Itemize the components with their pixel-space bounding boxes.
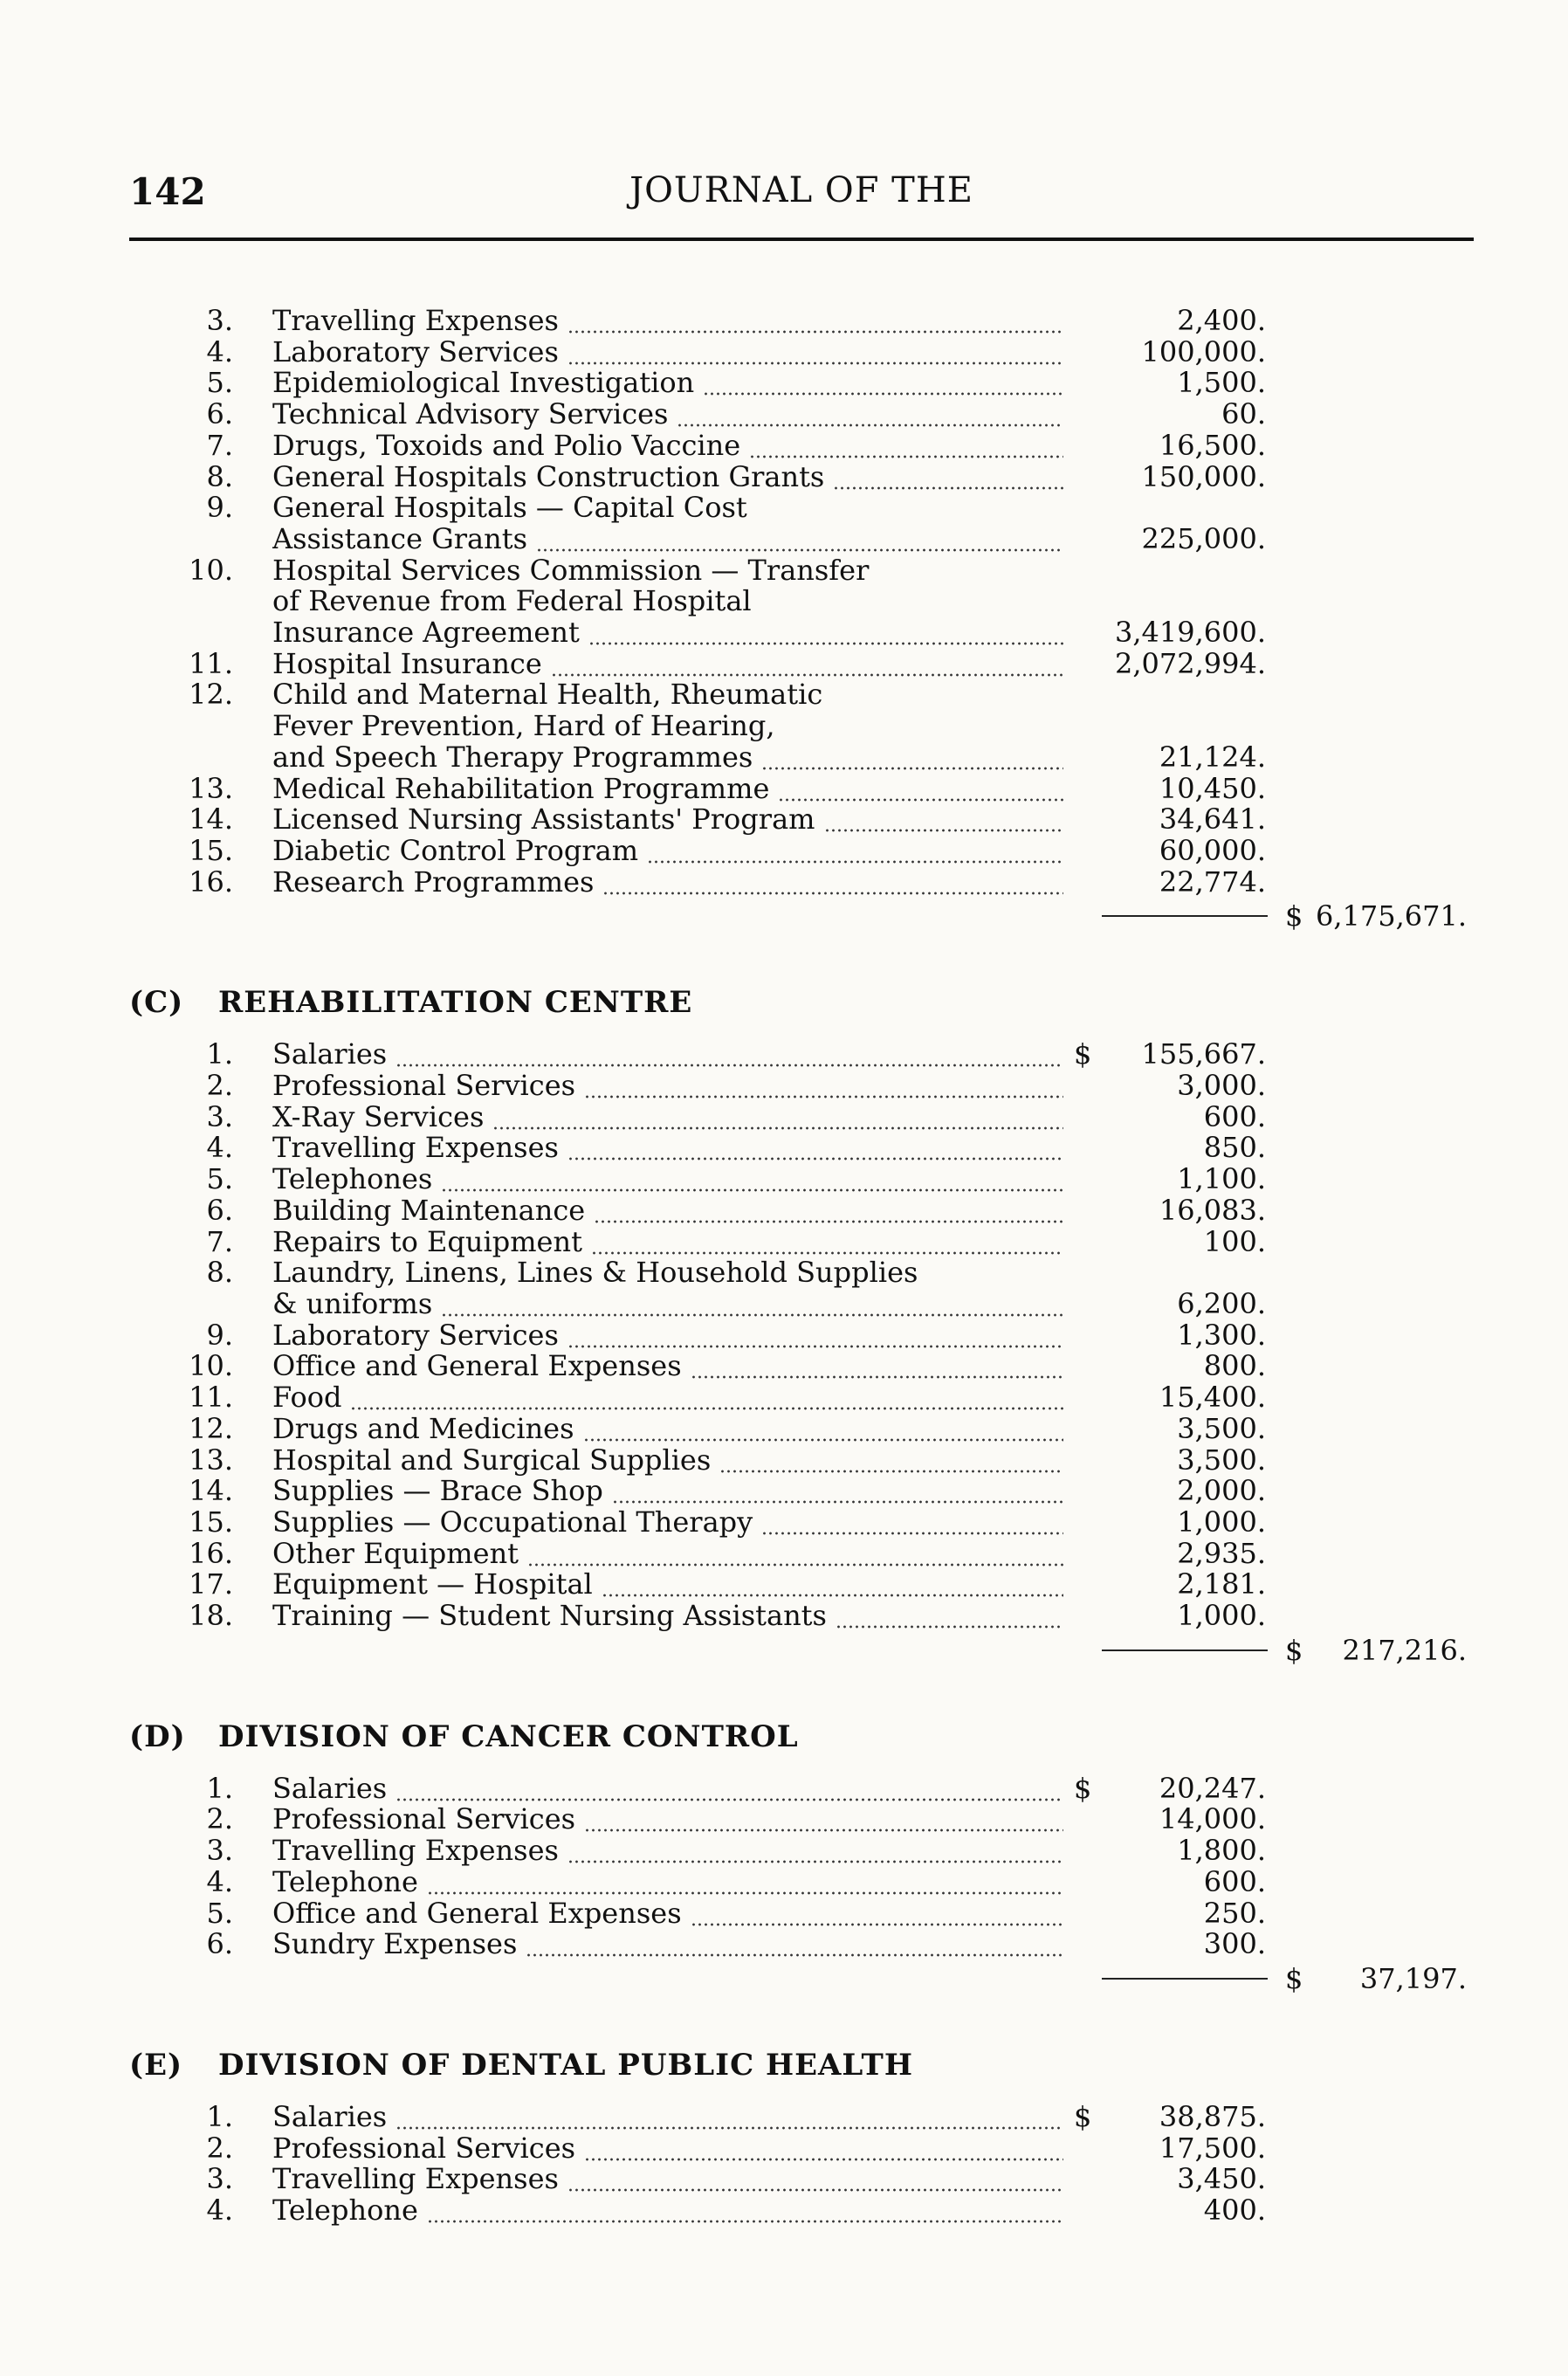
budget-section	[0, 1711, 1568, 1997]
total-rule	[1102, 1649, 1268, 1651]
description-line: & uniforms	[272, 1288, 433, 1320]
item-description	[272, 368, 1063, 399]
item-amount: 14,000.	[1159, 1802, 1266, 1836]
item-amount: 2,935.	[1177, 1536, 1266, 1570]
description-line: Office and General Expenses	[272, 1351, 682, 1383]
section-letter: (E)	[129, 2047, 183, 2083]
item-amount: 16,083.	[1159, 1193, 1266, 1227]
description-line: Hospital Services Commission — Transfer	[272, 554, 870, 587]
section-title: DIVISION OF DENTAL PUBLIC HEALTH	[218, 2047, 913, 2083]
description-line: Laboratory Services	[272, 336, 559, 368]
description-line: Building Maintenance	[272, 1195, 586, 1227]
dot-leader	[551, 649, 1063, 680]
item-amount: 3,500.	[1177, 1411, 1266, 1445]
item-number: 8.	[206, 459, 233, 493]
item-description	[272, 836, 1063, 867]
section-heading	[0, 1711, 1568, 1773]
dot-leader	[441, 1289, 1063, 1320]
item-amount: 21,124.	[1159, 740, 1266, 774]
description-line: Salaries	[272, 1773, 388, 1805]
dot-leader	[703, 368, 1063, 399]
total-amount: 217,216.	[1342, 1633, 1467, 1667]
line-item	[0, 771, 1568, 805]
total-dollar-sign: $	[1285, 1633, 1303, 1667]
item-description	[272, 1382, 1063, 1414]
item-amount: 1,000.	[1177, 1505, 1266, 1539]
total-rule	[1102, 1978, 1268, 1980]
item-amount: 60,000.	[1159, 833, 1266, 867]
line-item	[0, 1411, 1568, 1445]
line-item	[0, 1536, 1568, 1570]
line-item	[0, 1445, 1568, 1477]
item-description	[272, 2195, 1063, 2227]
description-line: Travelling Expenses	[272, 306, 559, 337]
dot-leader	[584, 2133, 1063, 2165]
item-amount: 17,500.	[1159, 2131, 1266, 2165]
item-amount: 100.	[1203, 1224, 1266, 1258]
total-amount: 37,197.	[1359, 1961, 1467, 1995]
line-item	[0, 1195, 1568, 1227]
description-line: of Revenue from Federal Hospital	[272, 586, 752, 618]
dot-leader	[395, 1773, 1063, 1805]
item-number: 5.	[206, 1162, 233, 1196]
item-description	[272, 1257, 1063, 1319]
description-line: Salaries	[272, 2101, 388, 2133]
line-item	[0, 399, 1568, 430]
item-description	[272, 2133, 1063, 2165]
item-amount: 3,419,600.	[1114, 616, 1266, 650]
item-number: 6.	[206, 1193, 233, 1227]
description-line: Training — Student Nursing Assistants	[272, 1601, 827, 1632]
dot-leader	[567, 306, 1063, 337]
item-number: 11.	[189, 646, 233, 680]
dot-leader	[350, 1382, 1063, 1414]
section-gap	[0, 934, 1568, 976]
item-description	[272, 555, 1063, 649]
section-letter: (D)	[129, 1718, 186, 1754]
item-number: 9.	[206, 491, 233, 525]
item-amount: 34,641.	[1159, 802, 1266, 837]
dot-leader	[427, 1867, 1063, 1898]
running-title: JOURNAL OF THE	[629, 170, 973, 210]
description-line: Laundry, Linens, Lines & Household Supplies	[272, 1257, 918, 1289]
description-line: and Speech Therapy Programmes	[272, 741, 753, 774]
description-line: Professional Services	[272, 1804, 576, 1836]
dot-leader	[492, 1102, 1063, 1133]
budget-section	[0, 2039, 1568, 2227]
description-line: Assistance Grants	[272, 523, 528, 555]
item-amount: 6,200.	[1177, 1286, 1266, 1320]
description-line: Supplies — Brace Shop	[272, 1476, 603, 1507]
item-description	[272, 1835, 1063, 1867]
item-number: 10.	[189, 553, 233, 587]
item-number: 12.	[189, 1411, 233, 1445]
line-item	[0, 306, 1568, 337]
description-line: Drugs and Medicines	[272, 1413, 574, 1445]
item-amount: 600.	[1203, 1864, 1266, 1898]
item-description	[272, 462, 1063, 493]
item-number: 1.	[206, 2099, 233, 2133]
item-description	[272, 1601, 1063, 1632]
item-number: 8.	[206, 1256, 233, 1290]
total-rule	[1102, 915, 1268, 917]
line-item	[0, 2133, 1568, 2165]
dot-leader	[567, 1133, 1063, 1164]
item-number: 17.	[189, 1567, 233, 1601]
item-number: 11.	[189, 1381, 233, 1415]
item-description	[272, 1539, 1063, 1570]
description-line: X-Ray Services	[272, 1101, 485, 1133]
section-gap	[0, 1997, 1568, 2039]
item-number: 4.	[206, 2193, 233, 2228]
total-amount: 6,175,671.	[1315, 899, 1467, 933]
dot-leader	[719, 1445, 1063, 1477]
item-number: 13.	[189, 1443, 233, 1477]
line-item	[0, 646, 1568, 680]
description-line: Child and Maternal Health, Rheumatic	[272, 679, 823, 712]
item-description	[272, 2102, 1063, 2133]
item-amount: 100,000.	[1141, 334, 1266, 368]
section-title: DIVISION OF CANCER CONTROL	[218, 1718, 799, 1754]
dot-leader	[602, 867, 1063, 899]
item-number: 15.	[189, 833, 233, 867]
line-item	[0, 804, 1568, 836]
item-description	[272, 1414, 1063, 1445]
item-number: 3.	[206, 1099, 233, 1133]
dot-leader	[583, 1414, 1063, 1445]
section-total	[0, 898, 1568, 934]
description-line: Supplies — Occupational Therapy	[272, 1506, 753, 1539]
line-item	[0, 1773, 1568, 1805]
item-number: 3.	[206, 2162, 233, 2196]
item-description	[272, 1351, 1063, 1382]
item-amount: 400.	[1203, 2193, 1266, 2228]
item-number: 7.	[206, 428, 233, 462]
description-line: Professional Services	[272, 1071, 576, 1102]
line-item	[0, 334, 1568, 368]
item-amount: 250.	[1203, 1896, 1266, 1930]
item-amount: 16,500.	[1159, 428, 1266, 462]
line-item	[0, 1864, 1568, 1898]
item-number: 14.	[189, 1474, 233, 1508]
line-item	[0, 1382, 1568, 1414]
dot-leader	[567, 1835, 1063, 1867]
description-line: Telephone	[272, 2195, 418, 2227]
item-amount: 2,400.	[1177, 304, 1266, 337]
description-line: Sundry Expenses	[272, 1929, 518, 1960]
dot-leader	[395, 1039, 1063, 1071]
description-line: General Hospitals — Capital Cost	[272, 492, 747, 524]
item-amount: 225,000.	[1141, 521, 1266, 555]
item-amount: 1,500.	[1177, 366, 1266, 400]
line-item	[0, 1898, 1568, 1930]
dot-leader	[602, 1569, 1063, 1601]
dot-leader	[761, 1507, 1063, 1539]
item-description	[272, 1867, 1063, 1898]
item-number: 4.	[206, 1864, 233, 1898]
section-total	[0, 1960, 1568, 1997]
description-line: Travelling Expenses	[272, 1835, 559, 1867]
description-line: Fever Prevention, Hard of Hearing,	[272, 711, 775, 742]
item-amount: 22,774.	[1159, 864, 1266, 899]
item-amount: 600.	[1203, 1099, 1266, 1133]
section-heading	[0, 976, 1568, 1039]
item-description	[272, 1929, 1063, 1960]
dot-leader	[591, 1227, 1063, 1258]
item-number: 16.	[189, 1536, 233, 1570]
item-description	[272, 1804, 1063, 1835]
item-description	[272, 804, 1063, 836]
item-description	[272, 1071, 1063, 1102]
line-item	[0, 1569, 1568, 1601]
line-item	[0, 368, 1568, 399]
line-item	[0, 1039, 1568, 1071]
description-line: Travelling Expenses	[272, 1133, 559, 1165]
dot-leader	[441, 1164, 1063, 1195]
budget-listing	[0, 306, 1568, 2227]
dot-leader	[567, 2164, 1063, 2195]
dot-leader	[824, 804, 1064, 836]
budget-section	[0, 976, 1568, 1668]
line-item	[0, 1929, 1568, 1960]
line-item	[0, 1351, 1568, 1382]
item-number: 2.	[206, 2131, 233, 2165]
item-description	[272, 430, 1063, 462]
item-amount: 150,000.	[1141, 459, 1266, 493]
line-item	[0, 1257, 1568, 1319]
line-item	[0, 1507, 1568, 1539]
item-description	[272, 774, 1063, 805]
item-number: 1.	[206, 1771, 233, 1805]
description-line: Professional Services	[272, 2132, 576, 2165]
description-line: Research Programmes	[272, 866, 595, 899]
page-number: 142	[129, 170, 206, 213]
item-description	[272, 337, 1063, 368]
item-description	[272, 1898, 1063, 1930]
dot-leader	[588, 617, 1063, 649]
description-line: Food	[272, 1382, 342, 1414]
dollar-sign: $	[1074, 1771, 1092, 1805]
line-item	[0, 679, 1568, 773]
dot-leader	[778, 774, 1063, 805]
header-rule	[129, 238, 1474, 241]
line-item	[0, 1476, 1568, 1507]
item-description	[272, 1569, 1063, 1601]
item-amount: 155,667.	[1141, 1037, 1266, 1071]
item-amount: 1,100.	[1177, 1162, 1266, 1196]
section-total	[0, 1632, 1568, 1669]
description-line: General Hospitals Construction Grants	[272, 461, 825, 493]
line-item	[0, 2164, 1568, 2195]
item-number: 13.	[189, 771, 233, 805]
item-amount: 1,000.	[1177, 1599, 1266, 1633]
item-description	[272, 1773, 1063, 1805]
line-item	[0, 1071, 1568, 1102]
item-amount: 15,400.	[1159, 1381, 1266, 1415]
item-amount: 3,500.	[1177, 1443, 1266, 1477]
line-item	[0, 430, 1568, 462]
line-item	[0, 1320, 1568, 1352]
line-item	[0, 1099, 1568, 1133]
dot-leader	[584, 1071, 1063, 1102]
item-amount: 20,247.	[1159, 1771, 1266, 1805]
item-number: 12.	[189, 678, 233, 712]
dollar-sign: $	[1074, 2099, 1092, 2133]
item-amount: 2,181.	[1177, 1567, 1266, 1601]
line-item	[0, 1601, 1568, 1632]
dot-leader	[691, 1351, 1063, 1382]
item-description	[272, 306, 1063, 337]
dot-leader	[427, 2195, 1063, 2227]
line-item	[0, 1133, 1568, 1164]
item-number: 6.	[206, 397, 233, 431]
dot-leader	[612, 1476, 1063, 1507]
item-number: 5.	[206, 366, 233, 400]
line-item	[0, 2195, 1568, 2227]
description-line: Hospital and Surgical Supplies	[272, 1444, 712, 1477]
line-item	[0, 864, 1568, 899]
section-gap	[0, 1669, 1568, 1711]
total-dollar-sign: $	[1285, 899, 1303, 933]
dot-leader	[677, 399, 1063, 430]
item-amount: 2,072,994.	[1114, 646, 1266, 680]
item-description	[272, 399, 1063, 430]
item-description	[272, 492, 1063, 554]
item-number: 3.	[206, 1834, 233, 1868]
total-dollar-sign: $	[1285, 1961, 1303, 1995]
item-amount: 60.	[1221, 397, 1266, 431]
description-line: Telephones	[272, 1164, 433, 1195]
item-description	[272, 1320, 1063, 1352]
description-line: Drugs, Toxoids and Polio Vaccine	[272, 430, 741, 462]
description-line: Technical Advisory Services	[272, 399, 669, 430]
dot-leader	[833, 462, 1063, 493]
dot-leader	[749, 430, 1063, 462]
item-number: 1.	[206, 1037, 233, 1071]
description-line: Travelling Expenses	[272, 2164, 559, 2196]
dot-leader	[526, 1929, 1063, 1960]
item-description	[272, 1227, 1063, 1258]
item-amount: 300.	[1203, 1927, 1266, 1961]
item-description	[272, 1445, 1063, 1477]
dot-leader	[567, 1320, 1063, 1352]
item-description	[272, 679, 1063, 773]
item-amount: 850.	[1203, 1131, 1266, 1165]
budget-section	[0, 306, 1568, 934]
line-item	[0, 1224, 1568, 1258]
line-item	[0, 833, 1568, 867]
line-item	[0, 1835, 1568, 1867]
description-line: Salaries	[272, 1039, 388, 1071]
dot-leader	[536, 524, 1063, 555]
item-number: 6.	[206, 1927, 233, 1961]
dot-leader	[584, 1804, 1063, 1835]
item-description	[272, 1476, 1063, 1507]
dot-leader	[761, 742, 1063, 774]
item-amount: 38,875.	[1159, 2099, 1266, 2133]
line-item	[0, 459, 1568, 493]
line-item	[0, 1164, 1568, 1195]
item-number: 14.	[189, 802, 233, 837]
description-line: Laboratory Services	[272, 1319, 559, 1352]
item-number: 18.	[189, 1599, 233, 1633]
item-description	[272, 1039, 1063, 1071]
item-number: 10.	[189, 1349, 233, 1383]
item-number: 4.	[206, 1131, 233, 1165]
item-description	[272, 867, 1063, 899]
description-line: Equipment — Hospital	[272, 1569, 593, 1601]
dot-leader	[647, 836, 1063, 867]
item-amount: 3,000.	[1177, 1069, 1266, 1103]
description-line: Medical Rehabilitation Programme	[272, 773, 770, 805]
line-item	[0, 555, 1568, 649]
section-title: REHABILITATION CENTRE	[218, 985, 693, 1021]
section-letter: (C)	[129, 985, 184, 1021]
description-line: Diabetic Control Program	[272, 835, 639, 867]
item-amount: 10,450.	[1159, 771, 1266, 805]
line-item	[0, 492, 1568, 554]
description-line: Office and General Expenses	[272, 1897, 682, 1930]
item-number: 3.	[206, 304, 233, 337]
dollar-sign: $	[1074, 1037, 1092, 1071]
description-line: Telephone	[272, 1866, 418, 1898]
dot-leader	[567, 337, 1063, 368]
line-item	[0, 1804, 1568, 1835]
dot-leader	[691, 1898, 1063, 1930]
item-amount: 800.	[1203, 1349, 1266, 1383]
item-number: 2.	[206, 1802, 233, 1836]
item-number: 15.	[189, 1505, 233, 1539]
dot-leader	[594, 1195, 1063, 1227]
section-heading	[0, 2039, 1568, 2102]
item-description	[272, 1507, 1063, 1539]
item-description	[272, 1195, 1063, 1227]
item-description	[272, 1164, 1063, 1195]
item-description	[272, 1102, 1063, 1133]
item-amount: 2,000.	[1177, 1474, 1266, 1508]
item-number: 2.	[206, 1069, 233, 1103]
description-line: Other Equipment	[272, 1538, 519, 1570]
line-item	[0, 2099, 1568, 2133]
item-number: 7.	[206, 1224, 233, 1258]
dot-leader	[836, 1601, 1063, 1632]
page-header	[129, 170, 1474, 223]
description-line: Repairs to Equipment	[272, 1226, 582, 1258]
item-amount: 1,800.	[1177, 1834, 1266, 1868]
description-line: Hospital Insurance	[272, 648, 542, 680]
item-number: 4.	[206, 334, 233, 368]
item-number: 5.	[206, 1896, 233, 1930]
dot-leader	[527, 1539, 1063, 1570]
item-description	[272, 649, 1063, 680]
item-number: 16.	[189, 864, 233, 899]
description-line: Insurance Agreement	[272, 617, 580, 649]
item-description	[272, 1133, 1063, 1164]
item-description	[272, 2164, 1063, 2195]
item-amount: 1,300.	[1177, 1318, 1266, 1352]
dot-leader	[395, 2102, 1063, 2133]
item-amount: 3,450.	[1177, 2162, 1266, 2196]
description-line: Epidemiological Investigation	[272, 368, 695, 400]
item-number: 9.	[206, 1318, 233, 1352]
description-line: Licensed Nursing Assistants' Program	[272, 804, 815, 836]
